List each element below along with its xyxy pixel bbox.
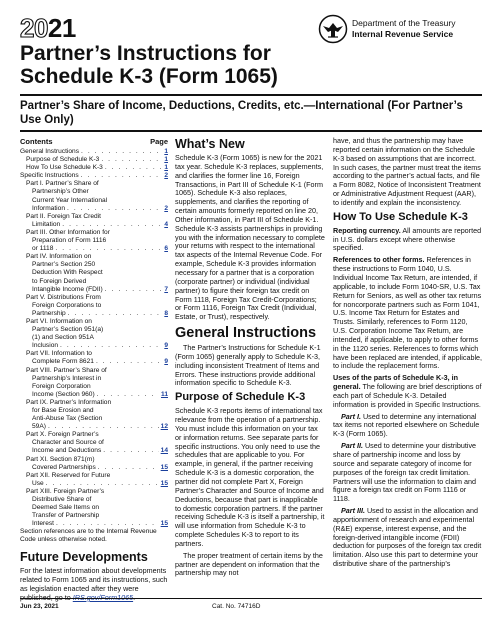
toc-entry-label: Partnership [32,309,66,317]
title-line-1: Partner’s Instructions for [20,42,271,65]
toc-heading: Contents [20,137,53,146]
agency-line-1: Department of the Treasury [352,18,456,28]
toc-entry-label: Part VIII. Partner’s Share of [26,366,107,374]
reporting-currency-label: Reporting currency. [333,225,401,235]
footer-catalog-number: Cat. No. 74716D [212,603,261,610]
toc-note: Section references are to the Internal Revenue Code unless otherwise noted. [20,528,157,544]
toc-page-link[interactable]: 9 [164,342,168,350]
column-right [333,137,483,572]
title-rule [20,94,482,96]
toc-entry-label: Inclusion [32,342,59,350]
toc-entry[interactable] [20,431,168,455]
subtitle-rule [20,130,482,132]
whats-new-heading: What’s New [175,137,245,151]
toc-page-link[interactable]: 6 [164,245,168,253]
toc-page-link[interactable]: 1 [164,148,168,155]
toc-entry-label: or 1118 [32,245,54,253]
toc-entry-label: Partner’s Section 250 [32,261,96,269]
toc-leader-dots [94,358,162,366]
uses-para [333,374,483,409]
toc-entry-label: Part X. Foreign Partner’s [26,431,99,439]
toc-leader-dots [79,172,163,180]
part3-text: Used to assist in the allocation and apportionment of research and experimental (R&E) expense, interest expense, and the foreign-derived intangible income (FDII) deduction for purposes of the foreign tax credit limitation. Also use this part to determine your distributive share of the partnership’s [333,506,482,569]
toc-entry[interactable] [20,350,168,366]
toc-entry[interactable] [20,318,168,350]
title-line-2: Schedule K-3 (Form 1065) [20,65,278,88]
part1-text: Used to determine any international tax items not reported elsewhere on Schedule K-3 (Form 1065). [333,411,480,439]
toc-entry-label: Deemed Sale Items on [32,504,100,512]
toc-entry-label: Information [32,204,65,212]
toc-entry-label: Part I. Partner’s Share of [26,180,99,188]
toc-entry-label: Part XI. Section 871(m) [26,455,95,463]
toc-leader-dots [66,310,163,318]
toc-entry[interactable] [20,148,168,156]
toc-page-link[interactable]: 9 [164,358,168,366]
column-middle [175,137,325,581]
whats-new-text: Schedule K-3 (Form 1065) is new for the 2021 tax year. Schedule K-3 replaces, supplements, and clarifies the former line 16, Foreign Transactions, in Part III of Schedule K-1 (Form 1065). Schedule K-3 also replaces, supplements, and clarifies the reporting of certain amounts formerly reported on line 20, Other information, in Part III of Schedule K-1. Schedule K-3 assists partnerships in providing you with the information necessary to complete your returns with respect to the international tax aspects of the Internal Revenue Code. For example, Schedule K-3 provides information necessary for a partner that is a corporation (corporate partner) or individual (individual partner) to figure their foreign tax credit on Form 1118, Foreign Tax Credit-Corporations; or Form 1116, Foreign Tax Credit (Individual, Estate, or Trust), respectively. [175,153,325,322]
part3-para [333,507,483,569]
toc-leader-dots [99,156,162,164]
toc-entry[interactable] [20,367,168,399]
toc-entry[interactable] [20,488,168,528]
toc-entry[interactable] [20,253,168,293]
uses-text: The following are brief descriptions of each part of Schedule K-3. Detailed information is provided in Specific Instructions. [333,382,482,409]
part1-label: Part I. [341,411,361,421]
toc-entry-label: Character and Source of [32,439,104,447]
toc-page-link[interactable]: 1 [164,164,168,172]
toc-entry-label: How To Use Schedule K-3 [26,164,103,172]
future-developments-heading: Future Developments [20,550,148,565]
footer-rule [20,598,482,599]
toc-entry-label: Part II. Foreign Tax Credit [26,212,102,220]
toc-entry-label: General Instructions [20,148,80,155]
year-outline: 20 [20,13,48,43]
toc-page-link[interactable]: 7 [164,285,168,293]
how-to-use-heading: How To Use Schedule K-3 [333,210,468,223]
future-text: For the latest information about developments related to Form 1065 and its instructions, such as legislation enacted after they were [20,566,168,594]
toc-entry[interactable] [20,229,168,253]
irs-eagle-logo-icon [318,14,348,44]
part2-label: Part II. [341,441,363,451]
references-text: References in these instructions to Form 1040, U.S. Individual Income Tax Return, are intended, if applicable, to include Form 1040-SR, U.S. Tax Return for Seniors, as well as other tax returns for noncorporate partners such as Form 1041, U.S. Income Tax Return for Estates and Trusts. Similarly, references to Form 1120, U.S. Corporation Income Tax Return, are intended, if applicable, to apply to other forms in the 1120 series. References to forms which have been replaced are intended, if applicable, to include the replacement forms. [333,255,483,371]
toc-leader-dots [103,164,162,172]
toc-entry-label: Partnership’s Other [32,188,89,196]
reporting-currency-text: All amounts are reported in U.S. dollars except where otherwise specified. [333,225,482,253]
general-instructions-text: The Partner’s Instructions for Schedule K-1 (Form 1065) generally apply to Schedule K-3, including inconsistent Treatment of Items and Errors. These instructions provide additional information specific to Schedule K-3. [175,343,321,388]
toc-entry[interactable] [20,456,168,472]
toc-page-link[interactable]: 15 [160,520,168,528]
references-label: References to other forms. [333,255,425,265]
document-title [20,42,460,88]
toc-entry-label: Intangible Income (FDII) [32,285,103,293]
toc-entry-label: Income and Deductions [32,447,102,455]
toc-entry-label: Part XIII. Foreign Partner’s [26,487,105,495]
toc-entry-label: Distributive Share of [32,496,92,504]
toc-entry-label: Limitation [32,220,61,228]
year-solid: 21 [47,13,76,43]
toc-entry-label: to Foreign Derived [32,277,87,285]
general-instructions-heading: General Instructions [175,325,317,342]
toc-entry-label: Covered Partnerships [32,463,96,471]
toc-page-link[interactable]: 15 [160,479,168,487]
toc-entry-label: Complete Form 8621 [32,358,94,366]
toc-entry[interactable] [20,213,168,229]
toc-entry[interactable] [20,294,168,318]
toc-entry[interactable] [20,164,168,172]
purpose-heading: Purpose of Schedule K-3 [175,391,306,404]
toc-entry[interactable] [20,399,168,431]
toc-entry-label: Part IV. Information on [26,253,92,261]
toc-leader-dots [44,480,159,488]
tax-year [20,15,76,41]
toc-leader-dots [54,520,159,528]
toc-leader-dots [79,148,162,156]
toc-entry-label: Part V. Distributions From [26,293,101,301]
toc-entry-label: 59A) [32,423,46,431]
toc-entry-label: Part VII. Information to [26,350,92,358]
document-subtitle: Partner’s Share of Income, Deductions, Credits, etc.—International (For Partner’s Use Only) [20,100,463,126]
toc-entry-label: Transfer of Partnership [32,512,100,520]
purpose-paragraph-3: have, and thus the partnership may have reported certain information on the Schedule K-3 based on assumptions that are incorrect. In such cases, the partner must treat the items according to the partner’s actual facts, and file a Form 8082, Notice of Inconsistent Treatment or Administrative Adjustment Request (AAR), to identify and explain the inconsistency. [333,136,481,207]
references-para [333,256,483,371]
toc-entry-label: Preparation of Form 1116 [32,237,107,245]
toc-page-link[interactable]: 11 [161,390,168,398]
toc-entry-label: for Base Erosion and [32,407,94,414]
toc-leader-dots [58,342,162,350]
purpose-paragraph-1: Schedule K-3 reports items of international tax relevance from the operation of a partnership. You must include this information on your tax or information returns. See separate parts for specific instructions. You only need to use the schedules that are applicable to you. For example, in general, if the partner receiving Schedule K-3 is a domestic corporation, the partner did not complete Part X, Foreign Partner’s Character and Source of Income and Deductions, because that part is inapplicable to domestic corporation partners. If the partner receiving Schedule K-3 is itself a partnership, it will use information from Schedule K-3 to complete Schedules K-3 to report to its partners. [175,406,325,548]
toc-entry-label: Foreign Corporation [32,382,91,390]
toc-entry-label: Anti-Abuse Tax (Section [32,415,103,423]
toc-entry-label: (1) and Section 951A [32,334,94,342]
toc-entry-label: Foreign Corporations to [32,301,102,309]
toc-leader-dots [103,286,163,294]
toc-page-link[interactable]: 15 [160,463,168,471]
toc-entry-label: Interest [32,520,54,528]
toc-page-link[interactable]: 2 [164,172,168,180]
toc-page-heading: Page [150,137,168,146]
toc-leader-dots [101,447,158,455]
footer-date: Jun 23, 2021 [20,603,59,610]
part1-para [333,413,483,440]
toc-page-link[interactable]: 2 [164,204,168,212]
toc-leader-dots [53,245,162,253]
toc-page-link[interactable]: 8 [164,309,168,317]
toc-page-link[interactable]: 1 [164,156,168,164]
toc-entry-label: Deduction With Respect [32,269,103,277]
uses-label: Uses of the parts of Schedule K-3, in general. [333,373,459,392]
toc-leader-dots [65,205,162,213]
toc-leader-dots [60,221,162,229]
part3-label: Part III. [341,506,365,516]
toc-entry-label: Purpose of Schedule K-3 [26,156,100,164]
toc-leader-dots [96,464,159,472]
part2-text: Used to determine your distributive share of partnership income and loss by source and separate category of income for purposes of the foreign tax credit limitation. Partners will use the information to claim and figure a foreign tax credit on Form 1116 or 1118. [333,441,477,504]
toc-entry-label: Partnership’s Interest in [32,374,102,382]
agency-line-2: Internal Revenue Service [352,29,454,39]
toc-entry[interactable] [20,156,168,164]
reporting-currency-para [333,227,483,254]
toc-entry[interactable] [20,180,168,212]
toc-entry[interactable] [20,472,168,488]
toc-entry-label: Part VI. Information on [26,317,92,325]
part2-para [333,442,483,504]
toc-entry-label: Part IX. Partner’s Information [26,398,112,406]
toc-entry-label: Use [32,479,44,487]
toc-entry-label: Current Year International [32,196,108,204]
toc-page-link[interactable]: 12 [160,423,168,431]
toc-header [20,137,168,148]
toc-entry-label: Part XII. Reserved for Future [26,471,111,479]
toc-leader-dots [46,423,159,431]
table-of-contents [20,148,168,528]
toc-entry-label: Specific Instructions [20,172,79,180]
column-left [20,137,168,606]
toc-entry-label: Partner’s Section 951(a) [32,326,104,334]
toc-entry-label: Part III. Other Information for [26,228,110,236]
purpose-paragraph-2: The proper treatment of certain items by the partner are dependent on information that the partnership may not [175,550,323,578]
toc-leader-dots [95,391,159,399]
toc-page-link[interactable]: 14 [160,447,168,455]
toc-entry[interactable] [20,172,168,180]
toc-entry-label: Income (Section 960) [32,390,95,398]
agency-name [352,18,492,40]
toc-page-link[interactable]: 4 [164,220,168,228]
